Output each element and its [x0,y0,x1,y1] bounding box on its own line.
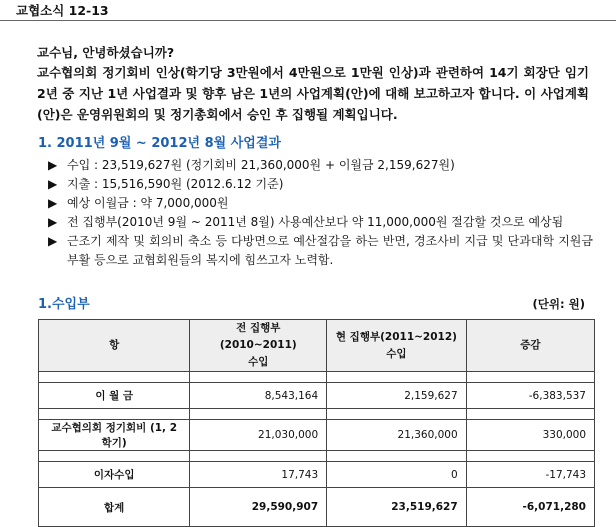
header-divider [0,20,616,21]
bullet-text: 예상 이월금 : 약 7,000,000원 [67,196,229,210]
row-prev: 21,030,000 [190,420,327,451]
bullet-text: 수입 : 23,519,627원 (정기회비 21,360,000원 + 이월금 2,159,627원) [67,158,455,172]
bullet-text: 지출 : 15,516,590원 (2012.6.12 기준) [67,177,284,191]
bullet-arrow-icon: ▶ [48,177,58,191]
unit-label: (단위: 원) [532,297,585,311]
bullet-arrow-icon: ▶ [48,215,58,229]
table-row [39,420,595,451]
bullet-arrow-icon: ▶ [48,158,58,172]
income-table [38,319,595,527]
table-row [39,462,595,488]
row-item: 이 월 금 [39,383,190,409]
col-header-curr [327,320,467,372]
col-header-prev-line1: 전 집행부(2010~2011) [219,322,297,351]
income-section-title: 1.수입부 [38,297,90,312]
bullet-item-carryover [48,194,593,213]
table-total-row [39,488,595,527]
row-diff: -6,383,537 [466,383,594,409]
page-header-title: 교협소식 12-13 [16,3,109,18]
intro-paragraph: 교수협의회 정기회비 인상(학기당 3만원에서 4만원으로 1만원 인상)과 관련하여 14기 회장단 임기 2년 중 지난 1년 사업결과 및 향후 남은 1년의 사업계획(안)에 대해 보고하고자 합니다. 이 사업계획(안)은 운영위원회의 및 정기총회에서 승인 후 집행될 계획입니다. [37,65,589,122]
table-header-row [39,320,595,372]
table-row [39,383,595,409]
section1-bullet-list [48,156,593,270]
col-header-prev [190,320,327,372]
row-prev: 17,743 [190,462,327,488]
col-header-curr-line2: 수입 [386,347,407,360]
row-prev: 8,543,164 [190,383,327,409]
col-header-item: 항 [39,320,190,372]
bullet-item-effort [48,232,593,270]
table-spacer-row [39,451,595,462]
bullet-text: 전 집행부(2010년 9월 ~ 2011년 8월) 사용예산보다 약 11,000,000원 절감할 것으로 예상됨 [67,215,564,229]
table-spacer-row [39,409,595,420]
bullet-arrow-icon: ▶ [48,234,58,248]
total-prev: 29,590,907 [190,488,327,527]
bullet-item-expense [48,175,593,194]
total-curr: 23,519,627 [327,488,467,527]
col-header-curr-line1: 현 집행부(2011~2012) [335,330,457,343]
greeting-text: 교수님, 안녕하셨습니까? [37,45,175,60]
bullet-item-income [48,156,593,175]
total-label: 합계 [39,488,190,527]
row-curr: 0 [327,462,467,488]
bullet-item-savings [48,213,593,232]
section1-title: 1. 2011년 9월 ~ 2012년 8월 사업결과 [38,136,281,151]
col-header-prev-line2: 수입 [248,356,269,368]
row-item: 이자수입 [39,462,190,488]
row-diff: -17,743 [466,462,594,488]
total-diff: -6,071,280 [466,488,594,527]
col-header-diff: 증감 [466,320,594,372]
table-spacer-row [39,372,595,383]
row-curr: 2,159,627 [327,383,467,409]
row-item: 교수협의회 정기회비 (1, 2학기) [39,420,190,451]
row-diff: 330,000 [466,420,594,451]
row-curr: 21,360,000 [327,420,467,451]
bullet-arrow-icon: ▶ [48,196,58,210]
bullet-text: 근조기 제작 및 회의비 축소 등 다방면으로 예산절감을 하는 반면, 경조사비 지급 및 단과대학 지원금 부활 등으로 교협회원들의 복지에 힘쓰고자 노력함. [67,234,593,267]
